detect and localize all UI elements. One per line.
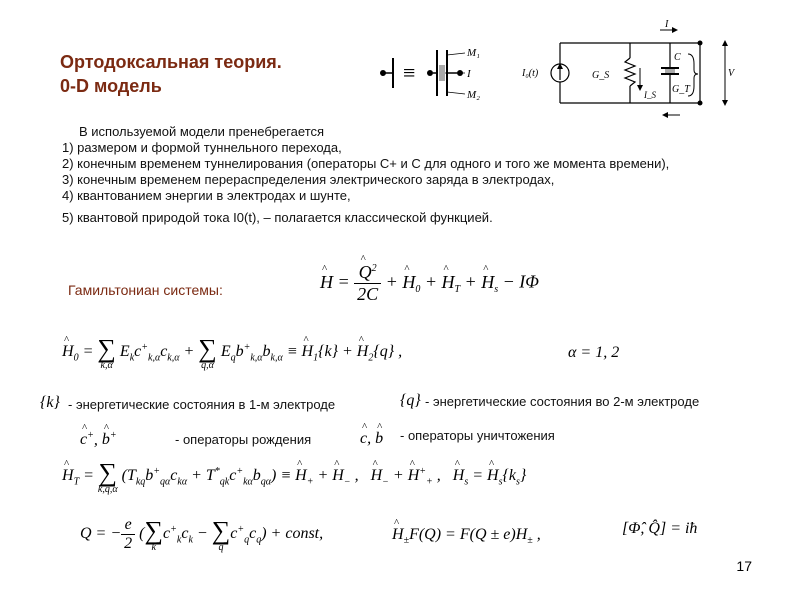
const-term: + const, — [270, 525, 324, 543]
slide-title — [60, 50, 282, 98]
shift-equation: ^ $H_\pm F(Q) = F(Q \pm e)H_\pm$ , — [392, 526, 541, 546]
intro-lead: В используемой модели пренебрегается — [79, 124, 325, 139]
junction-symbol-diagram — [375, 40, 495, 110]
intro-item-5: 5) квантовой природой тока I0(t), – полагается классической функцией. — [62, 210, 493, 225]
intro-text — [62, 124, 742, 226]
creation-operators: ^ c+, ^ b+ — [80, 430, 117, 449]
h0-equation: ^ $H_0$ = ∑ k,α $E_kc^+_{k,\alpha}c_{k,\alpha}$ + ∑ q,α $E_qb^+_{k,\alpha}b_{k,\alpha}$ ≡ ^ $H_1\{k\}$ + ^ $H_2\{q\}$ , — [62, 334, 402, 371]
label-m2: M₂ — [467, 89, 480, 101]
label-i-top: I — [665, 19, 669, 30]
annihilation-label: - операторы уничтожения — [400, 428, 555, 443]
annihilation-operators: ^ c, ^ b — [360, 430, 383, 448]
page-number: 17 — [736, 558, 752, 574]
alpha-values: α = 1, 2 — [568, 344, 620, 361]
svg-text:≡: ≡ — [403, 60, 416, 85]
title-line2: 0-D модель — [60, 76, 162, 96]
title-line1: Ортодоксальная теория. — [60, 52, 282, 72]
commutator-equation: [Φ̂, Q̂] = iħ — [622, 520, 698, 537]
circuit-diagram — [520, 18, 750, 123]
intro-item-2: 2) конечным временем туннелирования (операторы C+ и C для одного и того же момента времени), — [62, 156, 670, 171]
state-2-label: - энергетические состояния во 2-м электроде — [425, 394, 700, 409]
label-c: C — [674, 52, 681, 63]
label-gs: G_S — [592, 70, 610, 81]
state-q-symbol: {q} — [400, 392, 421, 409]
state-1-label: - энергетические состояния в 1-м электроде — [68, 397, 336, 412]
label-i0: I₀(t) — [522, 68, 539, 79]
creation-label: - операторы рождения — [175, 432, 312, 447]
hamiltonian-label: Гамильтониан системы: — [68, 282, 223, 298]
ht-equation: ^ $H_T$ = ∑ k,q,α $(T_{kq}b^+_{q\alpha}c_{k\alpha} + T^*_{qk}c^+_{k\alpha}b_{q\alpha})$ ≡ ^ $H_+$ + ^ $H_-$ , ^ $H_-$ + ^ $H^+_+$ , ^ $H_s$ = ^ $H_s\{k_s\}$ — [62, 458, 526, 495]
label-is: I_S — [644, 90, 656, 100]
intro-item-4: 4) квантованием энергии в электродах и шунте, — [62, 188, 351, 203]
label-i: I — [467, 68, 471, 80]
intro-item-1: 1) размером и формой туннельного перехода, — [62, 140, 342, 155]
hamiltonian-equation: ^ H = ^ $\frac{Q^2}{2C}$ + ^ $H_0$ + ^ $H_T$ + ^ $H_s - I\Phi$ — [320, 262, 539, 305]
q-equation: Q = − $\frac{e}{2}$ (∑ k $c^+_kc_k$ − ∑ q $c^+_qc_q$) + const, — [80, 516, 324, 553]
intro-item-3: 3) конечным временем перераспределения электрического заряда в электродах, — [62, 172, 555, 187]
label-gt: G_T — [672, 84, 690, 95]
state-k-symbol: {k} — [40, 394, 60, 411]
label-v: V — [728, 68, 735, 79]
label-m1: M₁ — [467, 47, 480, 59]
